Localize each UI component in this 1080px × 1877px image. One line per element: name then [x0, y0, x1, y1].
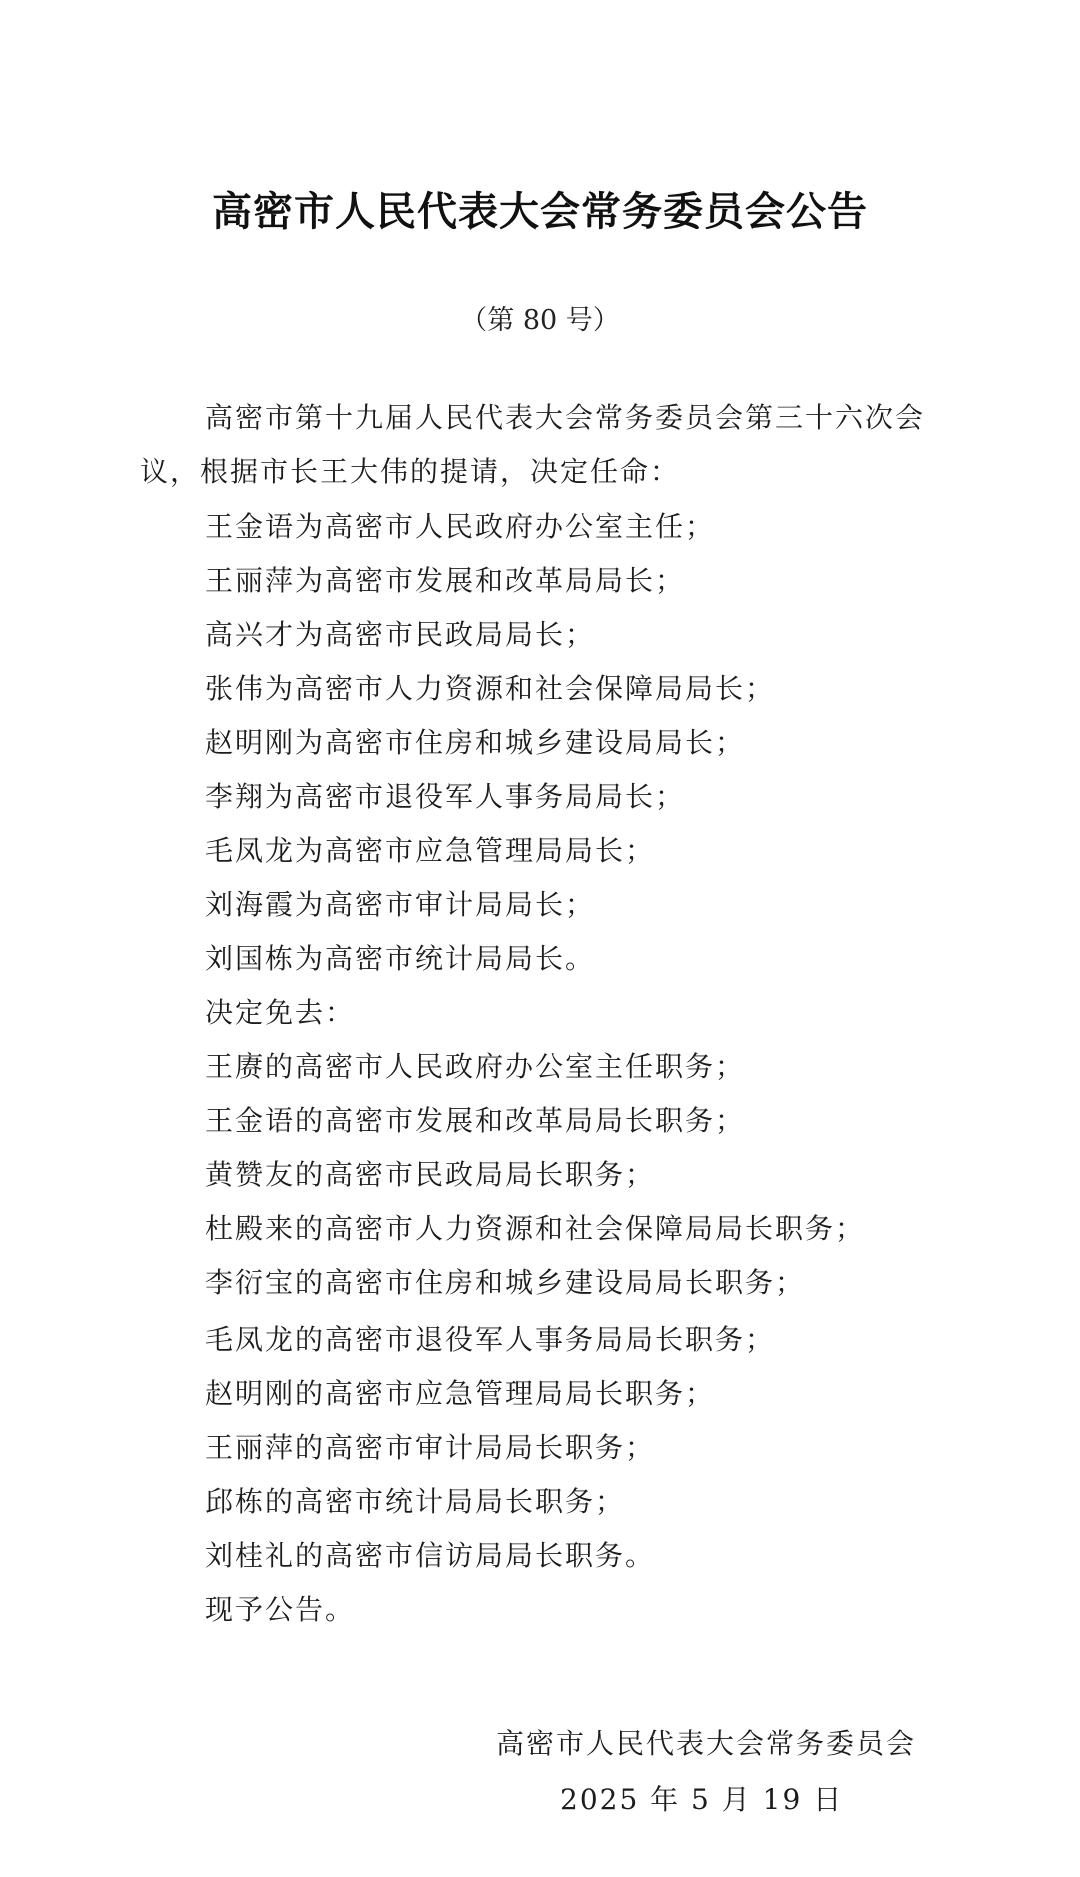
- document-title: 高密市人民代表大会常务委员会公告: [212, 188, 868, 235]
- document-number: （第 80 号）: [460, 305, 620, 336]
- removal-item: 王金语的高密市发展和改革局局长职务；: [205, 1104, 746, 1137]
- appointment-item: 张伟为高密市人力资源和社会保障局局长；: [205, 672, 776, 705]
- issue-date: 2025 年 5 月 19 日: [560, 1783, 844, 1816]
- closing-statement: 现予公告。: [205, 1593, 356, 1626]
- appointment-item: 高兴才为高密市民政局局长；: [205, 618, 596, 651]
- removal-heading: 决定免去：: [205, 996, 356, 1029]
- removal-item: 刘桂礼的高密市信访局局长职务。: [205, 1539, 656, 1572]
- appointment-item: 王丽萍为高密市发展和改革局局长；: [205, 564, 686, 597]
- appointment-item: 刘国栋为高密市统计局局长。: [205, 942, 596, 975]
- intro-line-2: 议，根据市长王大伟的提请，决定任命：: [140, 455, 681, 488]
- removal-item: 邱栋的高密市统计局局长职务；: [205, 1485, 626, 1518]
- appointment-item: 赵明刚为高密市住房和城乡建设局局长；: [205, 726, 746, 759]
- intro-line-1: 高密市第十九届人民代表大会常务委员会第三十六次会: [205, 401, 926, 434]
- appointment-item: 刘海霞为高密市审计局局长；: [205, 888, 596, 921]
- removal-item: 王丽萍的高密市审计局局长职务；: [205, 1431, 656, 1464]
- removal-item: 毛凤龙的高密市退役军人事务局局长职务；: [205, 1323, 776, 1356]
- removal-item: 杜殿来的高密市人力资源和社会保障局局长职务；: [205, 1212, 866, 1245]
- appointment-item: 王金语为高密市人民政府办公室主任；: [205, 510, 716, 543]
- removal-item: 赵明刚的高密市应急管理局局长职务；: [205, 1377, 716, 1410]
- appointment-item: 毛凤龙为高密市应急管理局局长；: [205, 834, 656, 867]
- removal-item: 黄赞友的高密市民政局局长职务；: [205, 1158, 656, 1191]
- issuing-organization: 高密市人民代表大会常务委员会: [496, 1727, 917, 1760]
- appointment-item: 李翔为高密市退役军人事务局局长；: [205, 780, 686, 813]
- removal-item: 王赓的高密市人民政府办公室主任职务；: [205, 1050, 746, 1083]
- removal-item: 李衍宝的高密市住房和城乡建设局局长职务；: [205, 1266, 806, 1299]
